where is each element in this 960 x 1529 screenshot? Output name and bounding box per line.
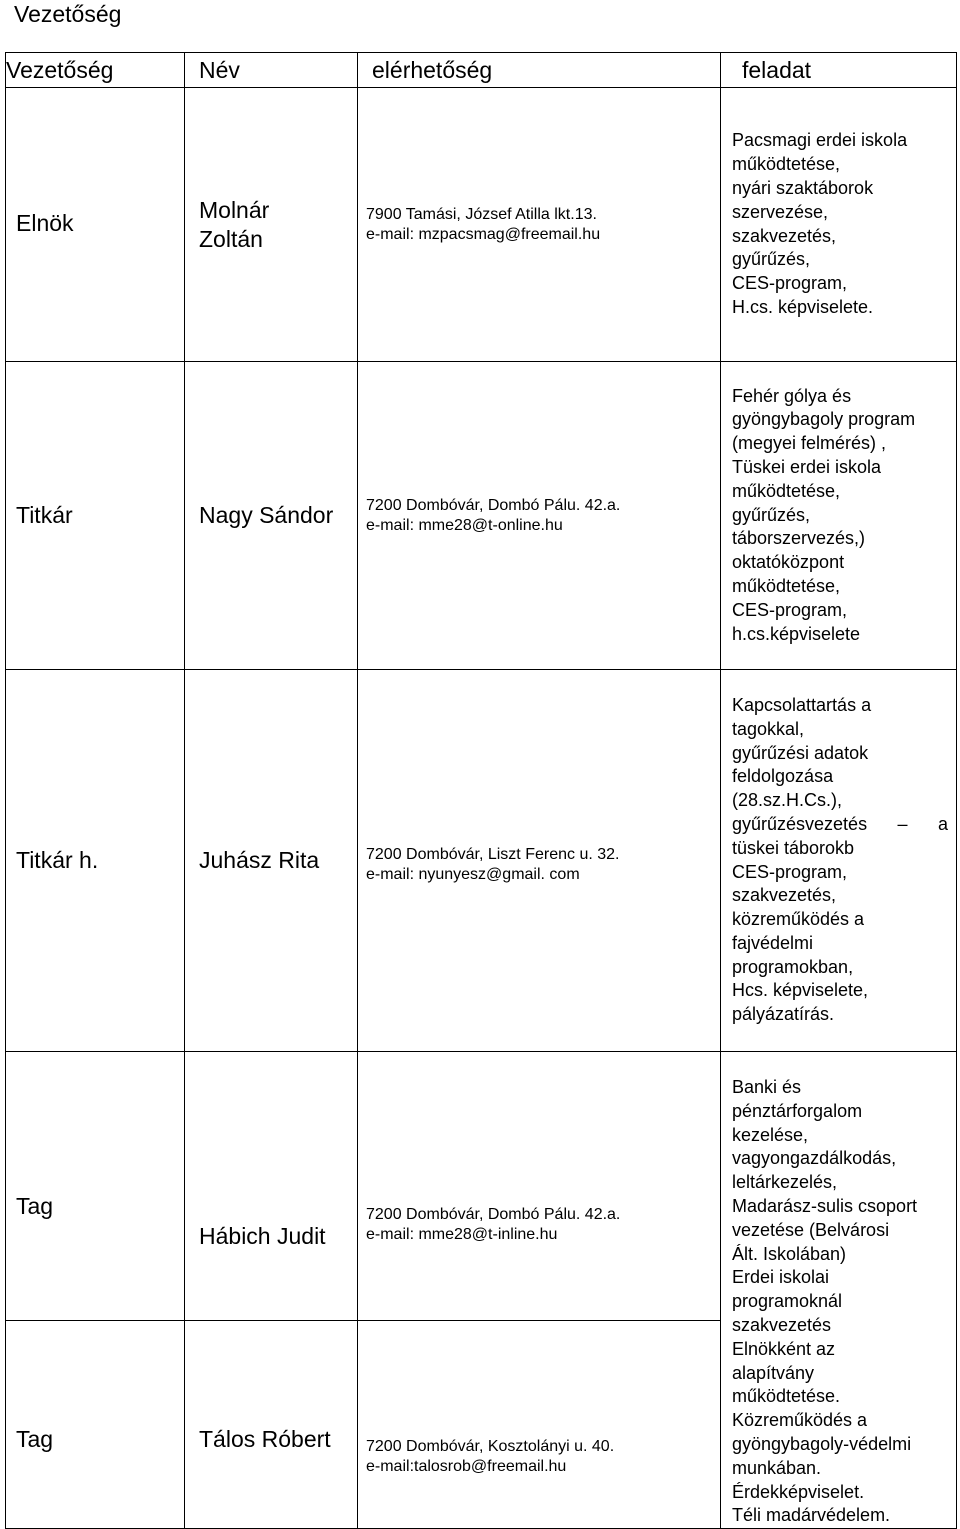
name-cell [185,88,358,362]
task-line: közreműködés a [732,909,865,930]
task-line: Banki és [732,1077,802,1097]
task-line: munkában. [732,1457,822,1478]
header-name: Név [185,53,358,88]
task-line: Madarász-sulis csoport [732,1195,918,1216]
email-text: e-mail: nyunyesz@gmail. com [366,865,580,883]
task-line: kezelése, [732,1124,809,1145]
task-line: Ált. Iskolában) [732,1243,847,1264]
task-line: pályázatírás. [732,1004,835,1025]
task-line: Közreműködés a [732,1410,868,1431]
task-line: feldolgozása [732,766,834,787]
contact-cell [358,1052,721,1321]
contact-cell [358,88,721,362]
task-line: gyöngybagoly-védelmi [732,1433,912,1454]
table-row [6,88,957,362]
name-line: Nagy Sándor [199,502,334,528]
role-cell: Tag [6,1320,185,1529]
task-cell [721,670,957,1052]
leadership-table [5,52,957,1529]
task-line: (megyei felmérés) , [732,433,887,454]
task-line: fajvédelmi [732,932,814,953]
task-line: szakvezetés, [732,885,837,906]
task-line: Téli madárvédelem. [732,1505,891,1526]
header-role: Vezetőség [6,53,185,88]
role-cell: Tag [6,1052,185,1321]
role-cell: Elnök [6,88,185,362]
task-line: leltárkezelés, [732,1172,838,1193]
task-line: működtetése. [732,1386,841,1407]
task-line: alapítvány [732,1362,815,1383]
task-line: Fehér gólya és [732,385,852,406]
table-header-row [6,53,957,88]
task-line: vagyongazdálkodás, [732,1148,897,1169]
task-line: tagokkal, [732,718,805,739]
task-line: működtetése, [732,575,841,596]
table-row [6,670,957,1052]
task-line: Tüskei erdei iskola [732,457,882,477]
contact-cell [358,1320,721,1529]
task-line: Hcs. képviselete, [732,980,869,1001]
task-line: vezetése (Belvárosi [732,1219,890,1240]
task-line: h.cs.képviselete [732,623,861,644]
page-title: Vezetőség [14,1,122,27]
contact-cell [358,362,721,670]
task-line: tüskei táborokb [732,837,855,858]
task-line: oktatóközpont [732,552,845,573]
task-line: programokban, [732,956,854,977]
address-text: 7200 Dombóvár, Kosztolányi u. 40. [366,1437,615,1455]
task-line: CES-program, [732,861,848,882]
task-line: gyöngybagoly program [732,409,916,430]
address-text: 7200 Dombóvár, Dombó Pálu. 42.a. [366,1206,621,1223]
task-cell [721,362,957,670]
task-line: gyűrűzés, [732,504,811,525]
contact-cell [358,670,721,1052]
task-line: Erdei iskolai [732,1267,830,1288]
address-text: 7900 Tamási, József Atilla lkt.13. [366,205,597,223]
email-text: e-mail: mme28@t-inline.hu [366,1226,558,1243]
name-line: Hábich Judit [199,1223,326,1249]
address-text: 7200 Dombóvár, Liszt Ferenc u. 32. [366,845,620,863]
task-line: CES-program, [732,273,848,294]
task-line: Elnökként az [732,1338,836,1359]
email-text: e-mail: mme28@t-online.hu [366,516,563,534]
task-cell [721,1052,957,1529]
task-line: szakvezetés [732,1314,832,1335]
name-cell [185,1320,358,1529]
table-row [6,1052,957,1321]
task-line: gyűrűzési adatok [732,742,869,763]
task-line: pénztárforgalom [732,1100,863,1121]
task-line: Kapcsolattartás a [732,694,872,715]
task-line: H.cs. képviselete. [732,296,874,317]
name-line: Juhász Rita [199,847,320,873]
task-line: (28.sz.H.Cs.), [732,790,843,811]
table-row [6,362,957,670]
task-line: szervezése, [732,201,829,222]
task-line: programoknál [732,1291,843,1312]
task-line: nyári szaktáborok [732,177,874,198]
name-line: Zoltán [199,225,263,252]
address-text: 7200 Dombóvár, Dombó Pálu. 42.a. [366,496,621,514]
task-line: működtetése, [732,154,841,175]
task-cell [721,88,957,362]
name-cell [185,362,358,670]
task-line: működtetése, [732,480,841,501]
header-contact: elérhetőség [358,53,721,88]
name-line: Molnár [199,196,270,223]
task-line: gyűrűzés, [732,249,811,270]
task-line: Érdekképviselet. [732,1481,865,1502]
name-line: Tálos Róbert [199,1425,331,1452]
task-line: szakvezetés, [732,225,837,246]
task-line: táborszervezés,) [732,528,866,549]
name-cell [185,670,358,1052]
role-cell: Titkár [6,362,185,670]
email-text: e-mail: mzpacsmag@freemail.hu [366,225,601,243]
email-text: e-mail:talosrob@freemail.hu [366,1457,567,1475]
header-task: feladat [721,53,957,88]
task-line: gyűrűzésvezetés – a [732,813,948,834]
name-cell [185,1052,358,1321]
task-line: CES-program, [732,599,848,620]
role-cell: Titkár h. [6,670,185,1052]
task-line: Pacsmagi erdei iskola [732,130,908,151]
